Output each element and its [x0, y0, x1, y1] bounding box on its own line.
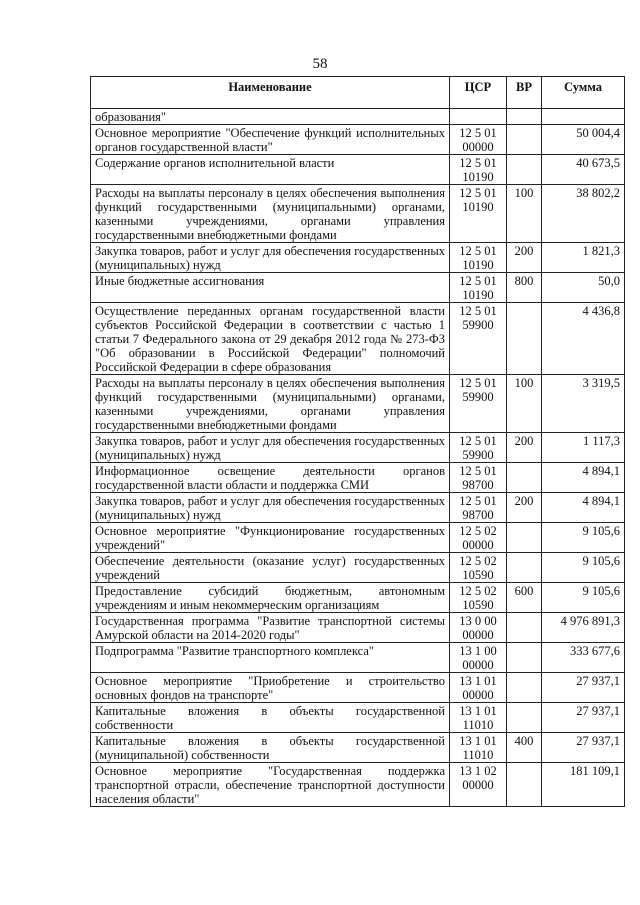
table-row	[91, 703, 625, 733]
csr-code-direction: 00000	[462, 778, 494, 792]
csr-code-program: 13 1 00	[459, 644, 497, 658]
row-sum-cell: 27 937,1	[542, 733, 625, 763]
row-csr-cell	[450, 733, 507, 763]
csr-code-direction: 59900	[462, 448, 494, 462]
row-name-cell: Основное мероприятие "Приобретение и строительство основных фондов на транспорте"	[91, 673, 450, 703]
table-row	[91, 463, 625, 493]
table-row	[91, 125, 625, 155]
csr-code-direction: 10190	[462, 288, 494, 302]
csr-code-program: 12 5 02	[459, 554, 497, 568]
row-sum-cell: 50,0	[542, 273, 625, 303]
row-name-cell: образования"	[91, 109, 450, 125]
row-vr-cell: 200	[507, 243, 542, 273]
row-vr-cell: 600	[507, 583, 542, 613]
table-row	[91, 673, 625, 703]
page-number: 58	[312, 56, 328, 72]
csr-code-direction: 00000	[462, 688, 494, 702]
csr-code-direction: 11010	[462, 718, 494, 732]
row-name-cell: Закупка товаров, работ и услуг для обеспечения государственных (муниципальных) нужд	[91, 433, 450, 463]
row-sum-cell: 9 105,6	[542, 553, 625, 583]
row-name-cell: Капитальные вложения в объекты государственной собственности	[91, 703, 450, 733]
row-sum-cell	[542, 109, 625, 125]
csr-code-direction: 98700	[462, 478, 494, 492]
csr-code-direction: 00000	[462, 538, 494, 552]
row-sum-cell: 1 821,3	[542, 243, 625, 273]
table-row	[91, 613, 625, 643]
row-csr-cell	[450, 583, 507, 613]
row-sum-cell: 9 105,6	[542, 523, 625, 553]
row-csr-cell	[450, 109, 507, 125]
row-sum-cell: 4 436,8	[542, 303, 625, 375]
row-vr-cell: 800	[507, 273, 542, 303]
table-row	[91, 185, 625, 243]
row-vr-cell	[507, 155, 542, 185]
csr-code-program: 12 5 01	[459, 126, 497, 140]
row-csr-cell	[450, 463, 507, 493]
table-row	[91, 243, 625, 273]
row-sum-cell: 40 673,5	[542, 155, 625, 185]
row-sum-cell: 27 937,1	[542, 673, 625, 703]
table-row	[91, 643, 625, 673]
row-name-cell: Закупка товаров, работ и услуг для обеспечения государственных (муниципальных) нужд	[91, 243, 450, 273]
row-vr-cell: 100	[507, 185, 542, 243]
table-row	[91, 303, 625, 375]
row-name-cell: Основное мероприятие "Обеспечение функций исполнительных органов государственной власти"	[91, 125, 450, 155]
column-header-sum: Сумма	[542, 77, 625, 109]
row-csr-cell	[450, 673, 507, 703]
table-row	[91, 493, 625, 523]
row-sum-cell: 9 105,6	[542, 583, 625, 613]
row-name-cell: Капитальные вложения в объекты государственной (муниципальной) собственности	[91, 733, 450, 763]
csr-code-program: 12 5 01	[459, 156, 497, 170]
row-vr-cell	[507, 673, 542, 703]
column-header-vr: ВР	[507, 77, 542, 109]
row-vr-cell: 200	[507, 493, 542, 523]
csr-code-direction: 10190	[462, 200, 494, 214]
table-row	[91, 433, 625, 463]
row-sum-cell: 50 004,4	[542, 125, 625, 155]
row-sum-cell: 4 894,1	[542, 463, 625, 493]
row-vr-cell	[507, 125, 542, 155]
row-csr-cell	[450, 763, 507, 807]
table-row	[91, 523, 625, 553]
row-name-cell: Расходы на выплаты персоналу в целях обеспечения выполнения функций государственными (муниципальными) органами, казенными учреждениями, органами управления государственными внебюджетными фондами	[91, 185, 450, 243]
column-header-name: Наименование	[91, 77, 450, 109]
row-vr-cell: 400	[507, 733, 542, 763]
csr-code-program: 12 5 01	[459, 186, 497, 200]
row-csr-cell	[450, 155, 507, 185]
csr-code-program: 12 5 01	[459, 274, 497, 288]
csr-code-program: 13 1 01	[459, 674, 497, 688]
row-name-cell: Обеспечение деятельности (оказание услуг) государственных учреждений	[91, 553, 450, 583]
table-row	[91, 109, 625, 125]
row-csr-cell	[450, 433, 507, 463]
row-csr-cell	[450, 243, 507, 273]
table-row	[91, 375, 625, 433]
row-name-cell: Государственная программа "Развитие транспортной системы Амурской области на 2014-2020 годы"	[91, 613, 450, 643]
row-csr-cell	[450, 303, 507, 375]
row-name-cell: Информационное освещение деятельности органов государственной власти области и поддержка СМИ	[91, 463, 450, 493]
csr-code-program: 12 5 01	[459, 494, 497, 508]
csr-code-direction: 00000	[462, 658, 494, 672]
row-sum-cell: 3 319,5	[542, 375, 625, 433]
row-vr-cell	[507, 643, 542, 673]
row-vr-cell: 100	[507, 375, 542, 433]
csr-code-program: 12 5 01	[459, 304, 497, 318]
csr-code-program: 12 5 02	[459, 584, 497, 598]
row-csr-cell	[450, 273, 507, 303]
row-name-cell: Осуществление переданных органам государственной власти субъектов Российской Федерации в соответствии с частью 1 статьи 7 Федерального закона от 29 декабря 2012 года № 273-ФЗ "Об образовании в Российской Федерации" полномочий Российской Федерации в сфере образования	[91, 303, 450, 375]
row-sum-cell: 4 894,1	[542, 493, 625, 523]
row-name-cell: Иные бюджетные ассигнования	[91, 273, 450, 303]
row-name-cell: Предоставление субсидий бюджетным, автономным учреждениям и иным некоммерческим организациям	[91, 583, 450, 613]
row-name-cell: Содержание органов исполнительной власти	[91, 155, 450, 185]
row-vr-cell	[507, 523, 542, 553]
table-row	[91, 763, 625, 807]
csr-code-direction: 11010	[462, 748, 494, 762]
table-body	[91, 109, 625, 807]
row-vr-cell	[507, 613, 542, 643]
row-name-cell: Расходы на выплаты персоналу в целях обеспечения выполнения функций государственными (муниципальными) органами, казенными учреждениями, органами управления государственными внебюджетными фондами	[91, 375, 450, 433]
csr-code-direction: 10190	[462, 258, 494, 272]
row-name-cell: Подпрограмма "Развитие транспортного комплекса"	[91, 643, 450, 673]
row-csr-cell	[450, 125, 507, 155]
row-vr-cell: 200	[507, 433, 542, 463]
row-csr-cell	[450, 375, 507, 433]
csr-code-direction: 10590	[462, 568, 494, 582]
csr-code-program: 13 1 02	[459, 764, 497, 778]
row-vr-cell	[507, 463, 542, 493]
csr-code-program: 13 1 01	[459, 704, 497, 718]
table-row	[91, 553, 625, 583]
csr-code-direction: 00000	[462, 140, 494, 154]
table-row	[91, 155, 625, 185]
csr-code-direction: 10590	[462, 598, 494, 612]
row-sum-cell: 4 976 891,3	[542, 613, 625, 643]
table-row	[91, 273, 625, 303]
row-vr-cell	[507, 703, 542, 733]
csr-code-program: 13 1 01	[459, 734, 497, 748]
row-csr-cell	[450, 643, 507, 673]
row-sum-cell: 38 802,2	[542, 185, 625, 243]
row-name-cell: Основное мероприятие "Функционирование государственных учреждений"	[91, 523, 450, 553]
row-csr-cell	[450, 493, 507, 523]
row-sum-cell: 27 937,1	[542, 703, 625, 733]
row-csr-cell	[450, 523, 507, 553]
csr-code-direction: 98700	[462, 508, 494, 522]
table-row	[91, 583, 625, 613]
csr-code-program: 12 5 01	[459, 434, 497, 448]
row-csr-cell	[450, 613, 507, 643]
csr-code-direction: 10190	[462, 170, 494, 184]
row-csr-cell	[450, 553, 507, 583]
row-name-cell: Основное мероприятие "Государственная поддержка транспортной отрасли, обеспечение транспортной доступности населения области"	[91, 763, 450, 807]
csr-code-direction: 59900	[462, 390, 494, 404]
table-header-row	[91, 77, 625, 109]
csr-code-program: 12 5 01	[459, 376, 497, 390]
column-header-csr: ЦСР	[450, 77, 507, 109]
row-vr-cell	[507, 553, 542, 583]
row-csr-cell	[450, 185, 507, 243]
row-sum-cell: 1 117,3	[542, 433, 625, 463]
row-sum-cell: 181 109,1	[542, 763, 625, 807]
csr-code-program: 12 5 01	[459, 464, 497, 478]
csr-code-program: 12 5 01	[459, 244, 497, 258]
csr-code-direction: 00000	[462, 628, 494, 642]
row-vr-cell	[507, 763, 542, 807]
row-csr-cell	[450, 703, 507, 733]
row-name-cell: Закупка товаров, работ и услуг для обеспечения государственных (муниципальных) нужд	[91, 493, 450, 523]
csr-code-program: 13 0 00	[459, 614, 497, 628]
row-sum-cell: 333 677,6	[542, 643, 625, 673]
budget-table	[90, 76, 625, 807]
row-vr-cell	[507, 303, 542, 375]
row-vr-cell	[507, 109, 542, 125]
csr-code-direction: 59900	[462, 318, 494, 332]
csr-code-program: 12 5 02	[459, 524, 497, 538]
table-row	[91, 733, 625, 763]
